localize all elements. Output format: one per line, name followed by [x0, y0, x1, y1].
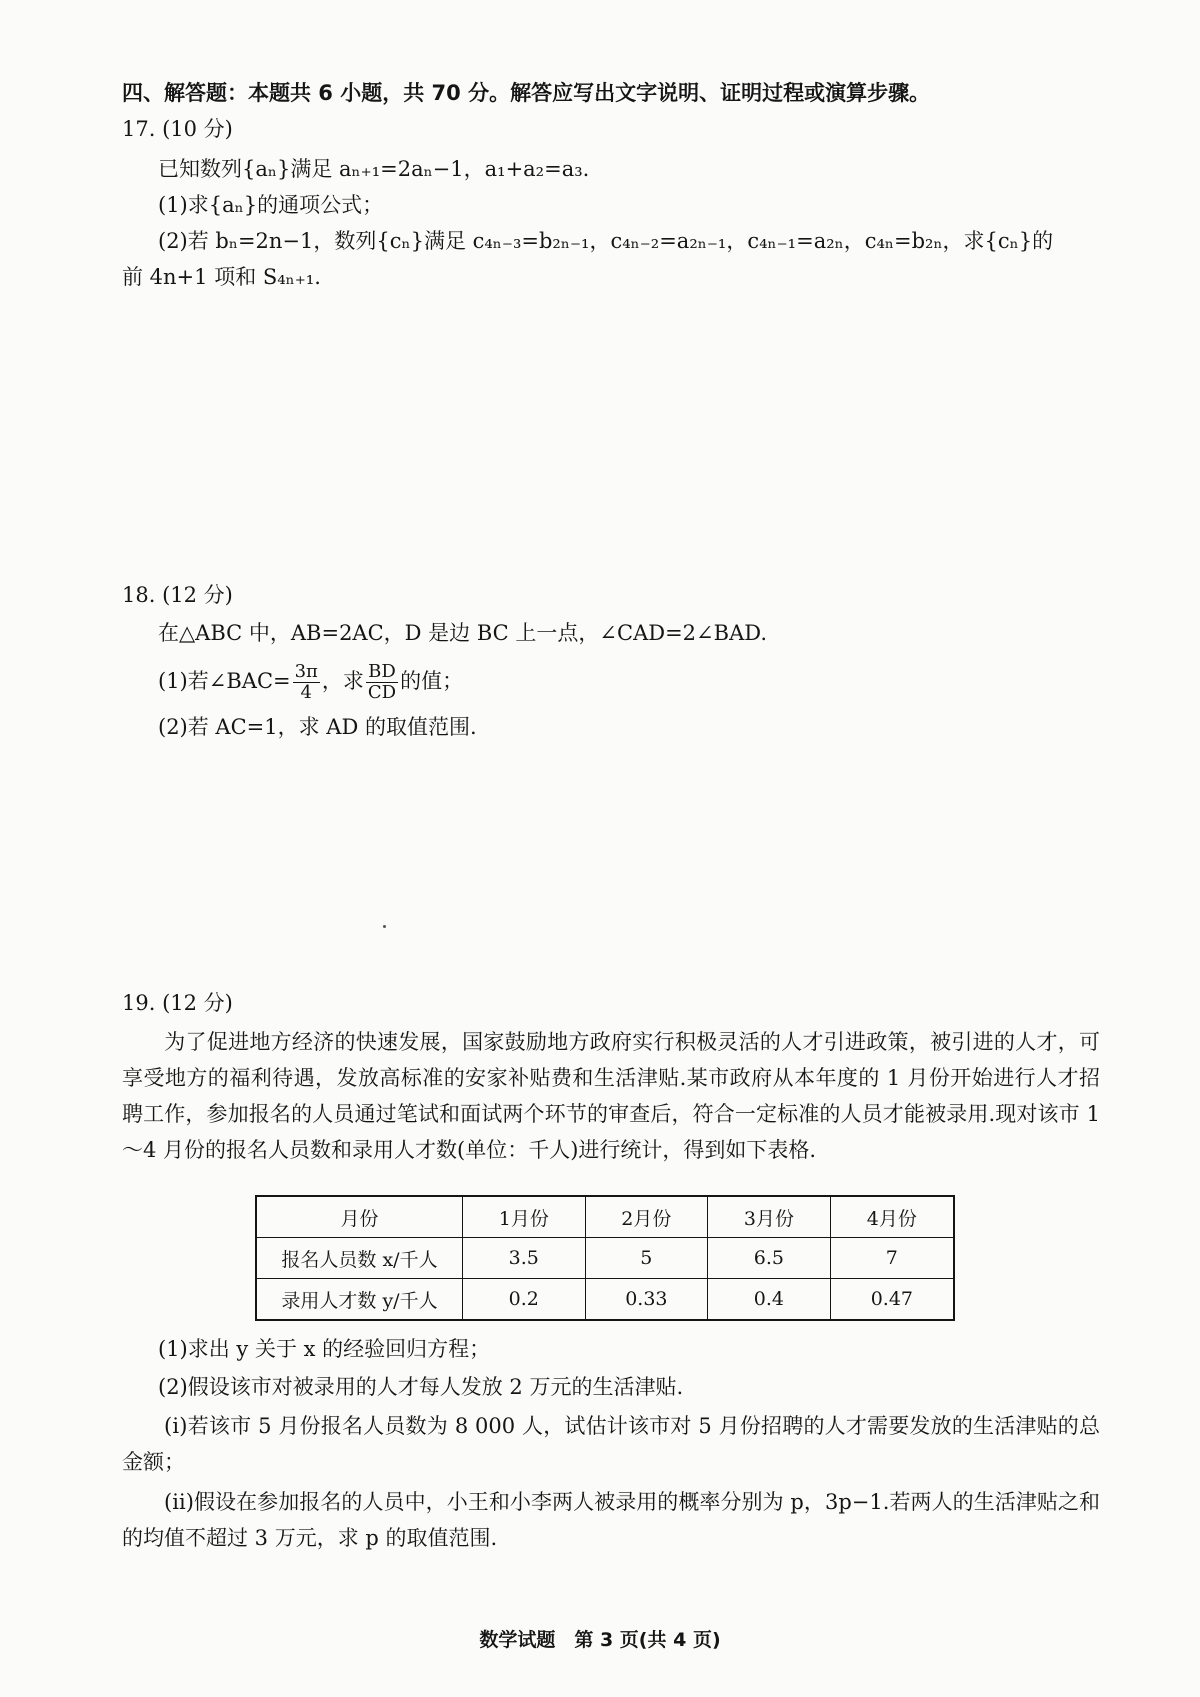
table-header-cell: 1月份 [463, 1196, 586, 1238]
table-row-label: 报名人员数 x/千人 [256, 1238, 463, 1279]
fraction-denominator: CD [367, 682, 397, 703]
table-row [256, 1279, 954, 1321]
table-row [256, 1238, 954, 1279]
q17-part1: (1)求{aₙ}的通项公式； [158, 193, 384, 217]
q17-part2-line1: (2)若 bₙ=2n−1，数列{cₙ}满足 c₄ₙ₋₃=b₂ₙ₋₁，c₄ₙ₋₂=a₂ₙ₋₁，c₄ₙ₋₁=a₂ₙ，c₄ₙ=b₂ₙ，求{cₙ}的 [158, 229, 1054, 253]
q19-part2-i-text: (ⅰ)若该市 5 月份报名人员数为 8 000 人，试估计该市对 5 月份招聘的人才需要发放的生活津贴的总金额； [122, 1414, 1100, 1474]
page-footer: 数学试题 第 3 页(共 4 页) [479, 1629, 721, 1651]
q19-part2-ii [122, 1484, 1100, 1556]
fraction-3pi-over-4 [293, 662, 320, 703]
q17-part2-line2: 前 4n+1 项和 S₄ₙ₊₁. [122, 265, 321, 289]
q19-number: 19. (12 分) [122, 991, 233, 1015]
q17-number: 17. (10 分) [122, 117, 233, 141]
table-cell: 5 [585, 1238, 708, 1279]
table-cell: 0.33 [585, 1279, 708, 1321]
fraction-bd-over-cd [366, 662, 398, 703]
fraction-numerator: 3π [294, 661, 318, 682]
table-cell: 0.2 [463, 1279, 586, 1321]
table-header-cell: 4月份 [830, 1196, 954, 1238]
q18-part1-prefix: (1)若∠BAC= [158, 669, 291, 693]
table-cell: 3.5 [463, 1238, 586, 1279]
q18-part1 [158, 656, 463, 706]
q18-part1-suffix: 的值； [400, 669, 464, 693]
q19-part2-ii-text: (ⅱ)假设在参加报名的人员中，小王和小李两人被录用的概率分别为 p，3p−1.若两人的生活津贴之和的均值不超过 3 万元，求 p 的取值范围. [122, 1490, 1100, 1550]
table-cell: 0.47 [830, 1279, 954, 1321]
q19-paragraph-text: 为了促进地方经济的快速发展，国家鼓励地方政府实行积极灵活的人才引进政策，被引进的人才，可享受地方的福利待遇，发放高标准的安家补贴费和生活津贴.某市政府从本年度的 1 月份开始进行人才招聘工作，参加报名的人员通过笔试和面试两个环节的审查后，符合一定标准的人员才能被录用.现对该市 1～4 月份的报名人员数和录用人才数(单位：千人)进行统计，得到如下表格. [122, 1030, 1100, 1162]
table-header-row [256, 1196, 954, 1238]
section-header: 四、解答题：本题共 6 小题，共 70 分。解答应写出文字说明、证明过程或演算步骤。 [122, 81, 931, 105]
table-cell: 0.4 [708, 1279, 831, 1321]
fraction-numerator: BD [366, 662, 398, 683]
fraction-denominator: 4 [300, 682, 312, 703]
table-cell: 6.5 [708, 1238, 831, 1279]
q18-part2: (2)若 AC=1，求 AD 的取值范围. [158, 715, 477, 739]
recruitment-table [255, 1195, 955, 1321]
q19-paragraph [122, 1024, 1100, 1168]
q19-part1: (1)求出 y 关于 x 的经验回归方程； [158, 1337, 491, 1361]
q19-part2-i [122, 1408, 1100, 1480]
q18-stem: 在△ABC 中，AB=2AC，D 是边 BC 上一点，∠CAD=2∠BAD. [158, 621, 767, 645]
table-header-cell: 月份 [256, 1196, 463, 1238]
q17-stem: 已知数列{aₙ}满足 aₙ₊₁=2aₙ−1，a₁+a₂=a₃. [158, 157, 590, 181]
q18-part1-mid: ，求 [321, 669, 364, 693]
table-header-cell: 3月份 [708, 1196, 831, 1238]
q19-part2: (2)假设该市对被录用的人才每人发放 2 万元的生活津贴. [158, 1375, 684, 1399]
q18-number: 18. (12 分) [122, 583, 233, 607]
scan-speck [383, 925, 386, 928]
table-cell: 7 [830, 1238, 954, 1279]
table-header-cell: 2月份 [585, 1196, 708, 1238]
table-row-label: 录用人才数 y/千人 [256, 1279, 463, 1321]
